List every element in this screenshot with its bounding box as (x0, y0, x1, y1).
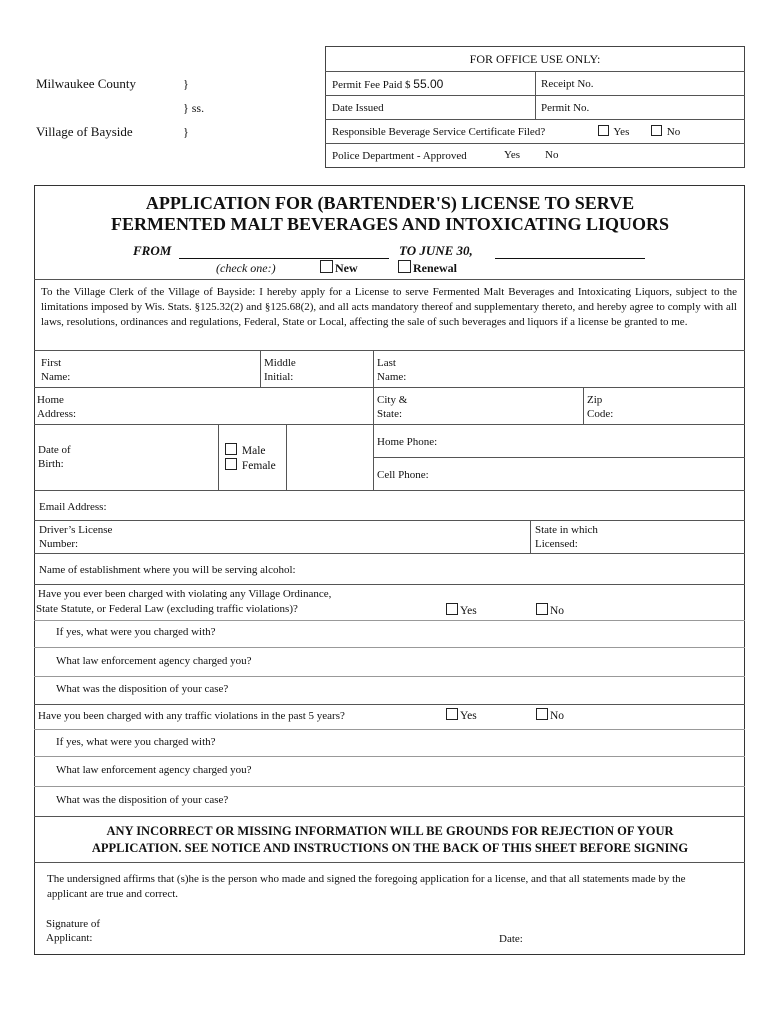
q2-no-option[interactable]: No (536, 708, 564, 723)
cell-phone-label: Cell Phone: (377, 469, 429, 481)
venue-brace: } (183, 77, 189, 91)
police-approved-label: Police Department - Approved (332, 150, 467, 162)
last-name-label: Last Name: (377, 357, 407, 383)
to-label: TO JUNE 30, (399, 243, 473, 258)
date-of-birth-label: Date of Birth: (38, 444, 71, 470)
home-address-label: Home Address: (37, 394, 77, 420)
q2-no-checkbox[interactable] (536, 708, 548, 720)
establishment-label: Name of establishment where you will be serving alcohol: (39, 564, 296, 576)
q2-yes-checkbox[interactable] (446, 708, 458, 720)
venue-brace-ss: } ss. (183, 101, 205, 115)
permit-no-label: Permit No. (541, 102, 590, 114)
new-checkbox[interactable] (320, 260, 333, 273)
certificate-no-checkbox[interactable] (651, 125, 662, 136)
certificate-question: Responsible Beverage Service Certificate Filed? (332, 126, 546, 138)
from-date-field[interactable] (179, 258, 389, 259)
office-use-header: FOR OFFICE USE ONLY: (469, 52, 601, 66)
village-label: Village of Bayside (36, 124, 133, 139)
q2-yes-option[interactable]: Yes (446, 708, 477, 723)
police-no: No (545, 149, 559, 161)
female-option[interactable]: Female (225, 458, 276, 473)
form-title-line2: FERMENTED MALT BEVERAGES AND INTOXICATING LIQUORS (111, 214, 669, 234)
from-label: FROM (133, 243, 172, 258)
certificate-no[interactable]: No (651, 125, 680, 139)
q1-no-option[interactable]: No (536, 603, 564, 618)
warning-line1: ANY INCORRECT OR MISSING INFORMATION WILL BE GROUNDS FOR REJECTION OF YOUR (106, 824, 674, 838)
q1-no-checkbox[interactable] (536, 603, 548, 615)
check-one-label: (check one:) (216, 261, 276, 275)
q1-yes-option[interactable]: Yes (446, 603, 477, 618)
male-option[interactable]: Male (225, 443, 266, 458)
intro-paragraph: To the Village Clerk of the Village of Bayside: I hereby apply for a License to serve Fermented Malt Beverages and Intoxicating Liquors, subject to the limitations imposed by Wis. Stats. §125.32(2) and §125.68(2), and all acts mandatory thereof and supplementary thereto, and hereby agree to comply with all laws, resolutions, ordinances and regulations, Federal, State or Local, affecting the sale of such beverages and liquors if a license be granted to me. (41, 286, 737, 328)
q1-question-line1: Have you ever been charged with violating any Village Ordinance, (38, 588, 332, 600)
receipt-no-label: Receipt No. (541, 78, 594, 90)
date-issued-label: Date Issued (332, 102, 384, 114)
city-state-label: City & State: (377, 394, 408, 420)
warning-line2: APPLICATION. SEE NOTICE AND INSTRUCTIONS ON THE BACK OF THIS SHEET BEFORE SIGNING (91, 841, 689, 855)
renewal-option[interactable]: Renewal (398, 260, 457, 275)
email-label: Email Address: (39, 501, 107, 513)
q2-charged-with: If yes, what were you charged with? (56, 736, 216, 748)
zip-code-label: Zip Code: (587, 394, 614, 420)
q2-disposition: What was the disposition of your case? (56, 794, 229, 806)
middle-initial-label: Middle Initial: (264, 357, 296, 383)
q1-charged-with: If yes, what were you charged with? (56, 626, 216, 638)
home-phone-label: Home Phone: (377, 436, 438, 448)
to-year-field[interactable] (495, 258, 645, 259)
state-licensed-label: State in which Licensed: (535, 524, 598, 550)
affirmation-text: The undersigned affirms that (s)he is the person who made and signed the foregoing application for a license, and that all statements made by the applicant are true and correct. (47, 873, 686, 900)
q2-agency: What law enforcement agency charged you? (56, 764, 252, 776)
q1-disposition: What was the disposition of your case? (56, 683, 229, 695)
q1-yes-checkbox[interactable] (446, 603, 458, 615)
new-option[interactable]: New (320, 260, 358, 275)
permit-fee-label: Permit Fee Paid $ 55.00 (332, 77, 444, 91)
signature-label: Signature of Applicant: (46, 918, 101, 944)
drivers-license-label: Driver’s License Number: (39, 524, 113, 550)
venue-brace: } (183, 125, 189, 139)
certificate-yes[interactable]: Yes (598, 125, 629, 139)
q1-question-line2: State Statute, or Federal Law (excluding traffic violations)? (36, 603, 298, 615)
renewal-checkbox[interactable] (398, 260, 411, 273)
female-checkbox[interactable] (225, 458, 237, 470)
first-name-label: First Name: (41, 357, 71, 383)
male-checkbox[interactable] (225, 443, 237, 455)
date-label: Date: (499, 933, 523, 945)
police-yes: Yes (504, 149, 521, 161)
certificate-yes-checkbox[interactable] (598, 125, 609, 136)
q1-agency: What law enforcement agency charged you? (56, 655, 252, 667)
q2-question: Have you been charged with any traffic violations in the past 5 years? (38, 710, 345, 722)
county-label: Milwaukee County (36, 76, 137, 91)
form-title-line1: APPLICATION FOR (BARTENDER'S) LICENSE TO SERVE (145, 193, 635, 213)
permit-fee-value: 55.00 (413, 77, 444, 91)
